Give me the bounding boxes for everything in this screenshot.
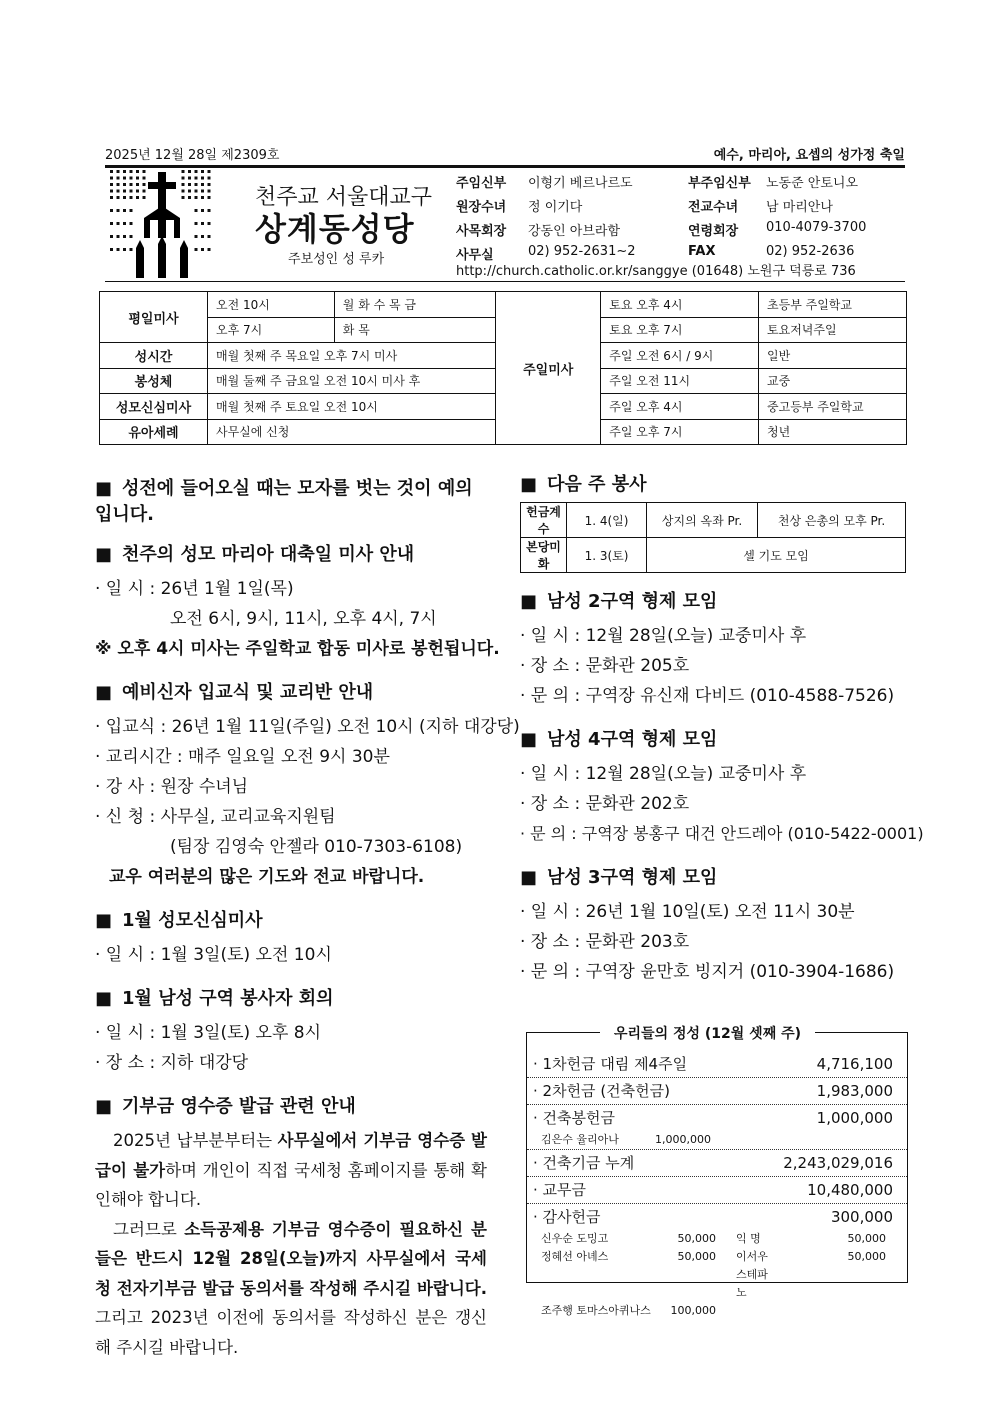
offering-row	[527, 1150, 907, 1177]
staff-value: 010-4079-3700	[766, 220, 867, 235]
donor-amount: 1,000,000	[655, 1133, 711, 1146]
amount: 2,243,029,016	[783, 1154, 893, 1172]
line: · 장 소 : 문화관 203호	[520, 932, 690, 952]
line: · 문 의 : 구역장 윤만호 빙지거 (010-3904-1686)	[520, 962, 895, 982]
donor-amount: 50,000	[847, 1250, 886, 1263]
staff-role: 부주임신부	[688, 176, 751, 191]
amount: 1,000,000	[816, 1109, 893, 1127]
offering-row	[527, 1078, 907, 1105]
offering-title: 우리들의 정성 (12월 셋째 주)	[600, 1023, 815, 1043]
label: · 감사헌금	[533, 1208, 601, 1226]
cell: 초등부 주일학교	[759, 292, 907, 318]
amount: 300,000	[830, 1208, 893, 1226]
donor: 이서우 스테파노	[736, 1250, 768, 1299]
address-line: http://church.catholic.or.kr/sanggye (01648) 노원구 덕릉로 736	[456, 264, 856, 279]
staff-role: 전교수녀	[688, 200, 739, 215]
staff-value: 노동준 안토니오	[766, 176, 859, 191]
staff-role: 사목회장	[456, 224, 507, 239]
hat-notice: ■ 성전에 들어오실 때는 모자를 벗는 것이 예의입니다.	[95, 474, 487, 526]
line: 교우 여러분의 많은 기도와 전교 바랍니다.	[109, 867, 425, 887]
cell: 주일 오후 4시	[601, 394, 759, 420]
cell: 본당미화	[521, 538, 567, 573]
cell: 주일 오후 7시	[601, 419, 759, 445]
donor: 신우순 도밍고	[541, 1232, 609, 1245]
section-heading: ■ 예비신자 입교식 및 교리반 안내	[95, 678, 487, 704]
section-heading: ■ 기부금 영수증 발급 관련 안내	[95, 1092, 487, 1118]
church-logo-icon	[108, 168, 216, 278]
cell: 1. 4(일)	[567, 503, 647, 538]
staff-role: 원장수녀	[456, 200, 507, 215]
section-heading: ■ 천주의 성모 마리아 대축일 미사 안내	[95, 540, 487, 566]
cell: 화 목	[334, 317, 495, 343]
line: · 입교식 : 26년 1월 11일(주일) 오전 10시 (지하 대강당)	[95, 717, 520, 737]
section-heading: ■ 남성 4구역 형제 모임	[520, 725, 906, 751]
line: · 장 소 : 지하 대강당	[95, 1053, 249, 1073]
cell: 중고등부 주일학교	[759, 394, 907, 420]
staff-value: 남 마리안나	[766, 200, 833, 215]
cell: 헌금계수	[521, 503, 567, 538]
staff-info	[456, 172, 916, 263]
amount: 10,480,000	[807, 1181, 893, 1199]
line: · 강 사 : 원장 수녀님	[95, 777, 249, 797]
text: 사무실에서 기부금 영수증 발급이 불가	[95, 1131, 487, 1180]
feast-title: 예수, 마리아, 요셉의 성가정 축일	[713, 148, 905, 163]
donor: 익 명	[736, 1232, 761, 1245]
line: · 신 청 : 사무실, 교리교육지원팀	[95, 807, 336, 827]
donor: 조주행 토마스아퀴나스	[541, 1304, 651, 1317]
line: · 장 소 : 문화관 202호	[520, 794, 690, 814]
staff-value: 02) 952-2631~2	[528, 244, 636, 259]
staff-value: 02) 952-2636	[766, 244, 855, 259]
donor-amount: 50,000	[677, 1232, 716, 1245]
row-label: 성시간	[100, 343, 208, 369]
offering-row	[527, 1177, 907, 1204]
staff-value: 정 이기다	[528, 200, 583, 215]
mass-schedule-table	[99, 291, 907, 445]
section-heading: ■ 남성 2구역 형제 모임	[520, 587, 906, 613]
cell: 상지의 옥좌 Pr.	[647, 503, 758, 538]
diocese-name: 천주교 서울대교구	[255, 185, 433, 210]
cell: 셀 기도 모임	[647, 538, 906, 573]
staff-role: 주임신부	[456, 176, 507, 191]
donor-amount: 100,000	[670, 1304, 716, 1317]
section-heading: ■ 1월 성모신심미사	[95, 906, 487, 932]
line: · 문 의 : 구역장 유신재 다비드 (010-4588-7526)	[520, 686, 895, 706]
offering-box	[526, 1032, 908, 1317]
text: 소득공제용 기부금 영수증이 필요하신 분들은 반드시 12월 28일(오늘)까지 사무실에서 국세청 전자기부금 발급 동의서를 작성해 주시길 바랍니다.	[95, 1219, 487, 1298]
cell: 일반	[759, 343, 907, 369]
line: · 문 의 : 구역장 봉홍구 대건 안드레아 (010-5422-0001)	[520, 824, 924, 843]
offering-row	[527, 1051, 907, 1078]
label: · 1차헌금 대림 제4주일	[533, 1055, 688, 1073]
text: 그러므로	[113, 1219, 185, 1239]
text: 하며 개인이 직접 국세청 홈페이지를 통해 확인해야 합니다.	[95, 1160, 487, 1209]
issue-line	[105, 144, 905, 168]
line: · 일 시 : 1월 3일(토) 오전 10시	[95, 945, 332, 965]
label: · 건축봉헌금	[533, 1109, 615, 1127]
cell: 매월 둘째 주 금요일 오전 10시 미사 후	[208, 368, 496, 394]
thanks-donors	[527, 1230, 907, 1320]
cell: 매월 첫째 주 목요일 오후 7시 미사	[208, 343, 496, 369]
receipt-paragraph-1	[95, 1126, 487, 1215]
section-heading: ■ 다음 주 봉사	[520, 470, 906, 496]
line: · 일 시 : 1월 3일(토) 오후 8시	[95, 1023, 322, 1043]
row-label: 봉성체	[100, 368, 208, 394]
divider	[105, 281, 905, 282]
receipt-paragraph-2	[95, 1215, 487, 1363]
right-column	[520, 470, 924, 987]
row-label: 유아세례	[100, 419, 208, 445]
line: · 일 시 : 12월 28일(오늘) 교중미사 후	[520, 764, 807, 784]
amount: 1,983,000	[816, 1082, 893, 1100]
section-heading: ■ 남성 3구역 형제 모임	[520, 863, 906, 889]
line: · 장 소 : 문화관 205호	[520, 656, 690, 676]
issue-date: 2025년 12월 28일 제2309호	[105, 148, 280, 163]
weekday-mass-label: 평일미사	[100, 292, 208, 343]
label: · 교무금	[533, 1181, 587, 1199]
line: · 일 시 : 26년 1월 10일(토) 오전 11시 30분	[520, 902, 855, 922]
donor: 김은수 율리아나	[541, 1133, 619, 1146]
patron-saint: 주보성인 성 루카	[288, 252, 385, 267]
cell: 월 화 수 목 금	[334, 292, 495, 318]
offering-row	[527, 1105, 907, 1150]
label: · 2차헌금 (건축헌금)	[533, 1082, 670, 1100]
donor-amount: 50,000	[847, 1232, 886, 1245]
cell: 주일 오전 11시	[601, 368, 759, 394]
cell: 청년	[759, 419, 907, 445]
text: 그리고 2023년 이전에 동의서를 작성하신 분은 갱신해 주시길 바랍니다.	[95, 1308, 487, 1357]
staff-value: 이형기 베르나르도	[528, 176, 633, 191]
parish-name: 상계동성당	[255, 210, 415, 248]
left-column	[95, 474, 520, 1362]
cell: 교중	[759, 368, 907, 394]
cell: 주일 오전 6시 / 9시	[601, 343, 759, 369]
line: · 일 시 : 12월 28일(오늘) 교중미사 후	[520, 626, 807, 646]
staff-role: FAX	[688, 244, 716, 259]
cell: 오후 7시	[208, 317, 335, 343]
staff-value: 강동인 아브라함	[528, 224, 621, 239]
amount: 4,716,100	[816, 1055, 893, 1073]
cell: 1. 3(토)	[567, 538, 647, 573]
line: · 교리시간 : 매주 일요일 오전 9시 30분	[95, 747, 390, 767]
section-heading: ■ 1월 남성 구역 봉사자 회의	[95, 984, 487, 1010]
donor: 정혜선 아녜스	[541, 1250, 609, 1263]
label: · 건축기금 누계	[533, 1154, 635, 1172]
staff-role: 연령회장	[688, 224, 739, 239]
row-label: 성모신심미사	[100, 394, 208, 420]
cell: 천상 은총의 모후 Pr.	[758, 503, 906, 538]
cell: 오전 10시	[208, 292, 335, 318]
cell: 토요 오후 7시	[601, 317, 759, 343]
cell: 토요 오후 4시	[601, 292, 759, 318]
staff-role: 사무실	[456, 248, 494, 263]
line: (팀장 김영숙 안젤라 010-7303-6108)	[170, 837, 463, 857]
service-table	[520, 502, 906, 573]
donor-amount: 50,000	[677, 1250, 716, 1263]
line: · 일 시 : 26년 1월 1일(목)	[95, 579, 294, 599]
line: 오전 6시, 9시, 11시, 오후 4시, 7시	[170, 609, 437, 629]
sunday-mass-label: 주일미사	[496, 292, 601, 445]
cell: 사무실에 신청	[208, 419, 496, 445]
line: ※ 오후 4시 미사는 주일학교 합동 미사로 봉헌됩니다.	[95, 639, 500, 659]
text: 2025년 납부분부터는	[113, 1131, 278, 1150]
offering-row	[527, 1204, 907, 1230]
cell: 토요저녁주일	[759, 317, 907, 343]
cell: 매월 첫째 주 토요일 오전 10시	[208, 394, 496, 420]
